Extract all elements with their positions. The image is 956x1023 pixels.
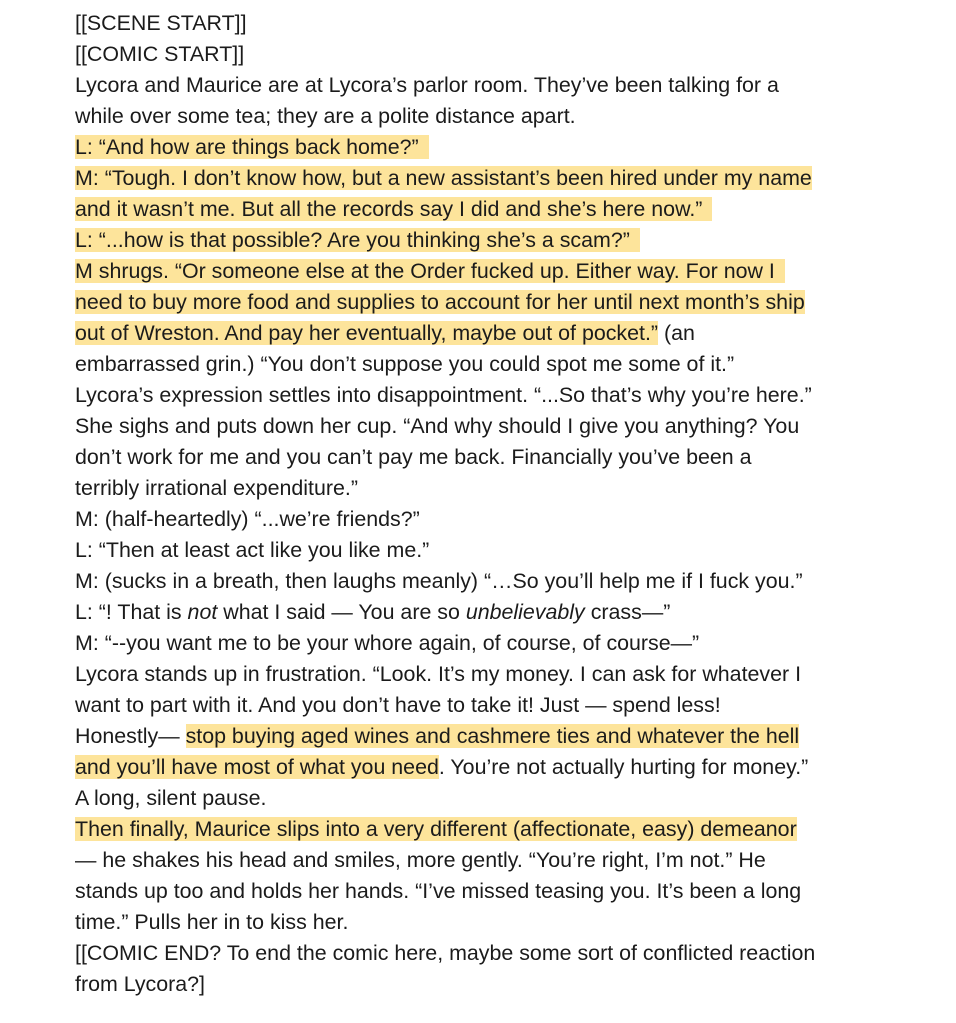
plain-text: . You’re not actually hurting for money.” bbox=[438, 755, 809, 779]
dialogue-line: embarrassed grin.) “You don’t suppose you could spot me some of it.” bbox=[75, 352, 735, 376]
italic-text: unbelievably bbox=[465, 600, 585, 624]
dialogue-line: M: “--you want me to be your whore again, of course, of course—” bbox=[75, 631, 700, 655]
narration-line: terribly irrational expenditure.” bbox=[75, 476, 358, 500]
dialogue-line bbox=[75, 225, 947, 256]
script-document bbox=[75, 8, 947, 1000]
dialogue-line bbox=[75, 318, 947, 349]
highlighted-text: L: “And how are things back home?” bbox=[75, 135, 429, 159]
narration-line: Lycora stands up in frustration. “Look. It’s my money. I can ask for whatever I bbox=[75, 662, 802, 686]
dialogue-line bbox=[75, 132, 947, 163]
highlighted-text: M shrugs. “Or someone else at the Order fucked up. Either way. For now I bbox=[75, 259, 785, 283]
dialogue-line: L: “Then at least act like you like me.” bbox=[75, 538, 430, 562]
highlighted-text: need to buy more food and supplies to account for her until next month’s ship bbox=[75, 290, 805, 314]
narration-line bbox=[75, 752, 947, 783]
plain-text: L: “! That is bbox=[75, 600, 188, 624]
narration-line: stands up too and holds her hands. “I’ve missed teasing you. It’s been a long bbox=[75, 879, 802, 903]
highlighted-text: L: “...how is that possible? Are you thinking she’s a scam?” bbox=[75, 228, 640, 252]
highlighted-text: stop buying aged wines and cashmere ties and whatever the hell bbox=[185, 724, 800, 748]
plain-text: (an bbox=[658, 321, 695, 345]
narration-line: don’t work for me and you can’t pay me back. Financially you’ve been a bbox=[75, 445, 752, 469]
dialogue-line bbox=[75, 256, 947, 287]
narration-line bbox=[75, 814, 947, 845]
dialogue-line: M: (half-heartedly) “...we’re friends?” bbox=[75, 507, 420, 531]
comic-end-note: from Lycora?] bbox=[75, 972, 205, 996]
narration-line bbox=[75, 721, 947, 752]
intro-line-2: while over some tea; they are a polite distance apart. bbox=[75, 104, 576, 128]
comic-end-note: [[COMIC END? To end the comic here, maybe some sort of conflicted reaction bbox=[75, 941, 816, 965]
highlighted-text: and it wasn’t me. But all the records say I did and she’s here now.” bbox=[75, 197, 712, 221]
narration-line: want to part with it. And you don’t have to take it! Just — spend less! bbox=[75, 693, 721, 717]
narration-line: — he shakes his head and smiles, more gently. “You’re right, I’m not.” He bbox=[75, 848, 766, 872]
plain-text: what I said — You are so bbox=[217, 600, 466, 624]
highlighted-text: Then finally, Maurice slips into a very different (affectionate, easy) demeanor bbox=[75, 817, 797, 841]
highlighted-text: and you’ll have most of what you need bbox=[75, 755, 439, 779]
dialogue-line bbox=[75, 287, 947, 318]
narration-line: A long, silent pause. bbox=[75, 786, 267, 810]
scene-start-marker: [[SCENE START]] bbox=[75, 11, 247, 35]
dialogue-line bbox=[75, 194, 947, 225]
plain-text: Honestly— bbox=[75, 724, 186, 748]
narration-line: She sighs and puts down her cup. “And why should I give you anything? You bbox=[75, 414, 800, 438]
narration-line: Lycora’s expression settles into disappointment. “...So that’s why you’re here.” bbox=[75, 383, 812, 407]
italic-text: not bbox=[187, 600, 218, 624]
narration-line: time.” Pulls her in to kiss her. bbox=[75, 910, 349, 934]
highlighted-text: out of Wreston. And pay her eventually, maybe out of pocket.” bbox=[75, 321, 659, 345]
plain-text: crass—” bbox=[584, 600, 671, 624]
dialogue-line: M: (sucks in a breath, then laughs meanly) “…So you’ll help me if I fuck you.” bbox=[75, 569, 803, 593]
dialogue-line bbox=[75, 163, 947, 194]
intro-line-1: Lycora and Maurice are at Lycora’s parlor room. They’ve been talking for a bbox=[75, 73, 779, 97]
comic-start-marker: [[COMIC START]] bbox=[75, 42, 245, 66]
highlighted-text: M: “Tough. I don’t know how, but a new assistant’s been hired under my name bbox=[75, 166, 812, 190]
dialogue-line bbox=[75, 597, 947, 628]
